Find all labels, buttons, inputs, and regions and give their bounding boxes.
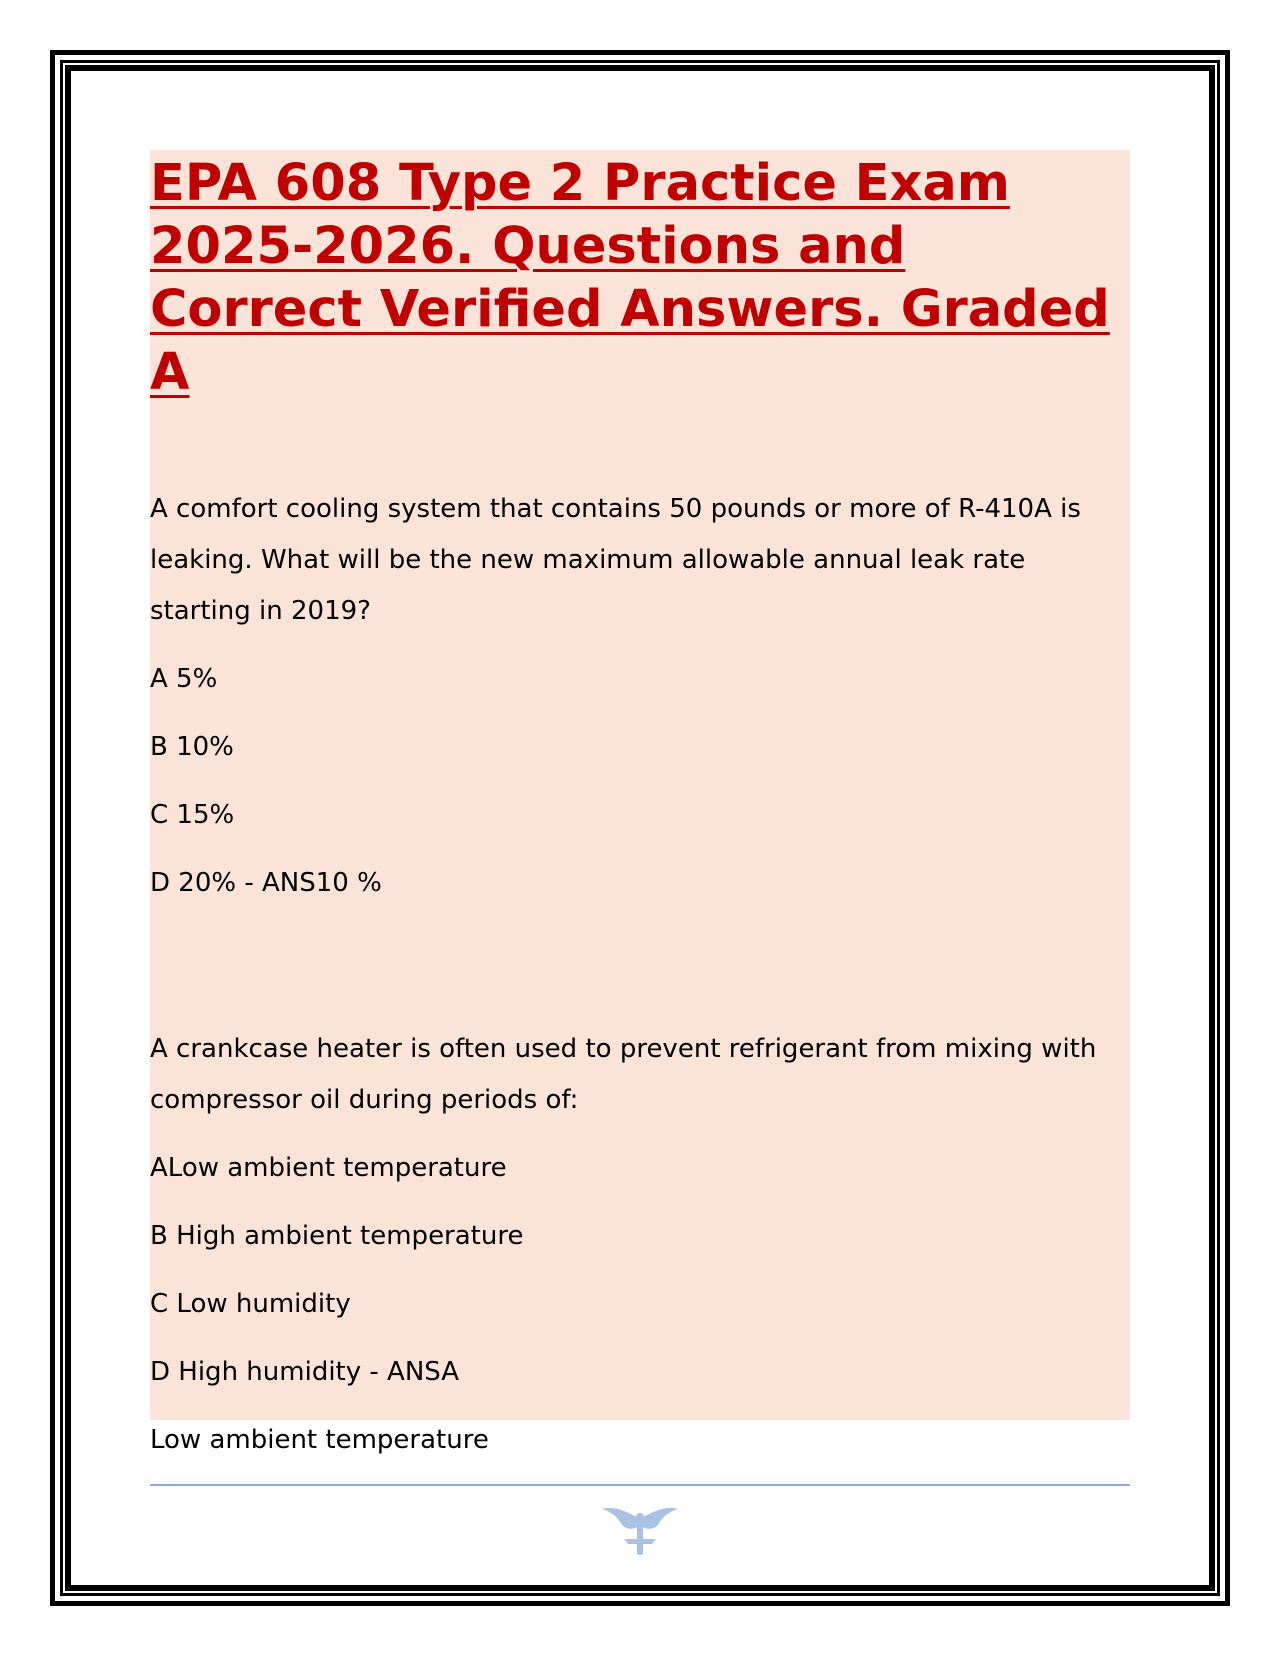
question-text: A comfort cooling system that contains 50 pounds or more of R-410A is leaking. What will be the new maximum allowable annual leak rate starting in 2019? — [150, 494, 1081, 626]
answer-option-d: D 20% - ANS10 % — [150, 868, 382, 898]
answer-explanation: Low ambient temperature — [150, 1425, 489, 1455]
answer-option-a: A 5% — [150, 664, 218, 694]
document-title: EPA 608 Type 2 Practice Exam 2025-2026. Questions and Correct Verified Answers. Graded A — [150, 154, 1110, 402]
question-2 — [150, 1024, 1130, 1466]
footer-divider — [150, 1484, 1130, 1486]
answer-option-b: B 10% — [150, 732, 234, 762]
answer-option-a: ALow ambient temperature — [150, 1153, 507, 1183]
questions-list — [150, 484, 1130, 1466]
answer-option-c: C 15% — [150, 800, 235, 830]
question-text: A crankcase heater is often used to prevent refrigerant from mixing with compressor oil during periods of: — [150, 1034, 1097, 1115]
answer-option-b: B High ambient temperature — [150, 1221, 524, 1251]
answer-option-d: D High humidity - ANSA — [150, 1357, 460, 1387]
fleur-ornament-icon — [600, 1505, 680, 1557]
document-content — [150, 150, 1130, 1455]
question-1 — [150, 484, 1130, 909]
answer-option-c: C Low humidity — [150, 1289, 351, 1319]
